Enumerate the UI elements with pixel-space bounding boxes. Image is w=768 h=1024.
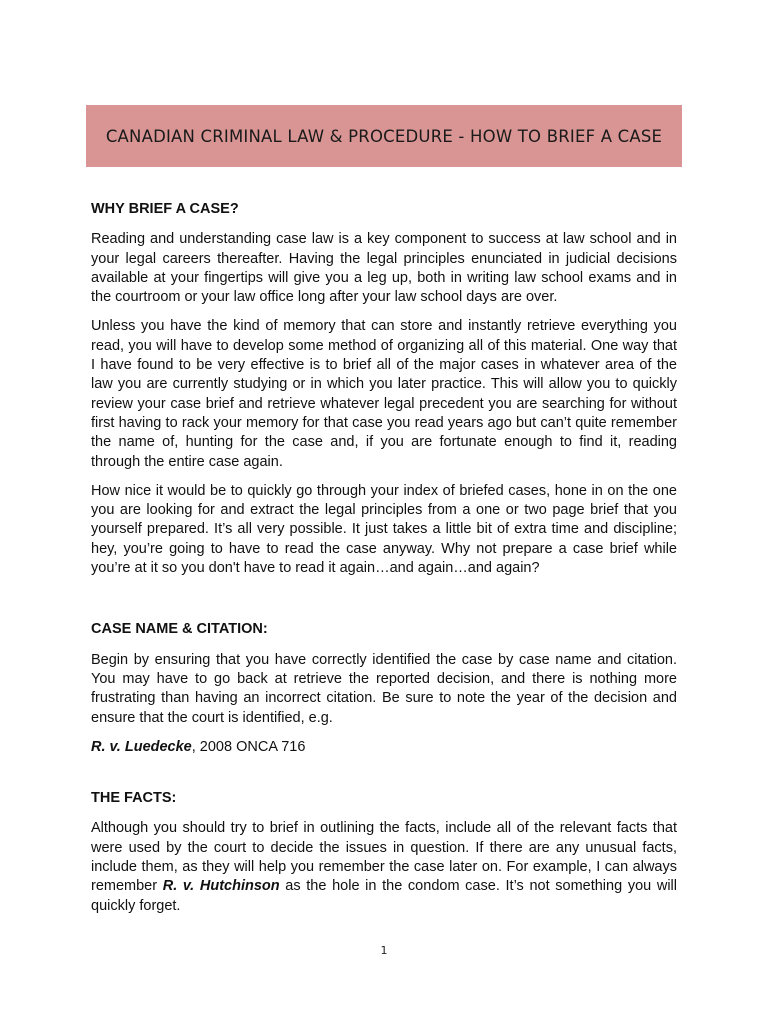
section-case-name-citation — [91, 620, 677, 757]
title-banner — [86, 105, 682, 167]
citation-example — [91, 738, 677, 757]
paragraph-why-2: Unless you have the kind of memory that can store and instantly retrieve everything you read, you will have to develop some method of organizing all of this material. One way that I have found to be very effective is to brief all of the major cases in whatever area of the law you are currently studying or in which you later practice. This will allow you to quickly review your case brief and retrieve whatever legal precedent you are searching for without first having to rack your memory for that case you read years ago but can’t quite remember the name of, hunting for the case and, if you are fortunate enough to find it, reading through the entire case again. — [91, 318, 677, 470]
paragraph-citation-1: Begin by ensuring that you have correctly identified the case by case name and citation. You may have to go back at retrieve the reported decision, and there is nothing more frustrating than having an incorrect citation. Be sure to note the year of the decision and ensure that the court is identified, e.g. — [91, 651, 677, 726]
section-why-brief — [91, 200, 677, 578]
section-heading-facts: THE FACTS: — [91, 790, 177, 807]
section-heading-why: WHY BRIEF A CASE? — [91, 201, 239, 217]
paragraph-facts-1 — [91, 819, 677, 915]
page-number: 1 — [380, 944, 388, 957]
document-body — [91, 200, 677, 926]
facts-text-before: Although you should try to brief in outlining the facts, include all of the relevant facts that were used by the court to decide the issues in question. If there are any unusual facts, include them, as they will help you remember the case later on. For example, I can always remember — [91, 820, 677, 895]
citation-reference: , 2008 ONCA 716 — [191, 738, 306, 755]
facts-case-name: R. v. Hutchinson — [162, 878, 280, 895]
facts-text-after: as the hole in the condom case. It’s not something you will quickly forget. — [91, 878, 678, 914]
document-title: CANADIAN CRIMINAL LAW & PROCEDURE - HOW TO BRIEF A CASE — [105, 126, 663, 146]
section-heading-citation: CASE NAME & CITATION: — [91, 621, 268, 638]
citation-case-name: R. v. Luedecke — [91, 738, 192, 755]
paragraph-why-3: How nice it would be to quickly go through your index of briefed cases, hone in on the one you are looking for and extract the legal principles from a one or two page brief that you yourself prepared. It’s all very possible. It just takes a little bit of extra time and discipline; hey, you’re going to have to read the case anyway. Why not prepare a case brief while you’re at it so you don't have to read it again…and again…and again? — [91, 482, 677, 577]
paragraph-why-1: Reading and understanding case law is a key component to success at law school and in your legal careers thereafter. Having the legal principles enunciated in judicial decisions available at your fingertips will give you a leg up, both in writing law school exams and in the courtroom or your law office long after your law school days are over. — [91, 231, 677, 306]
section-facts — [91, 789, 677, 916]
